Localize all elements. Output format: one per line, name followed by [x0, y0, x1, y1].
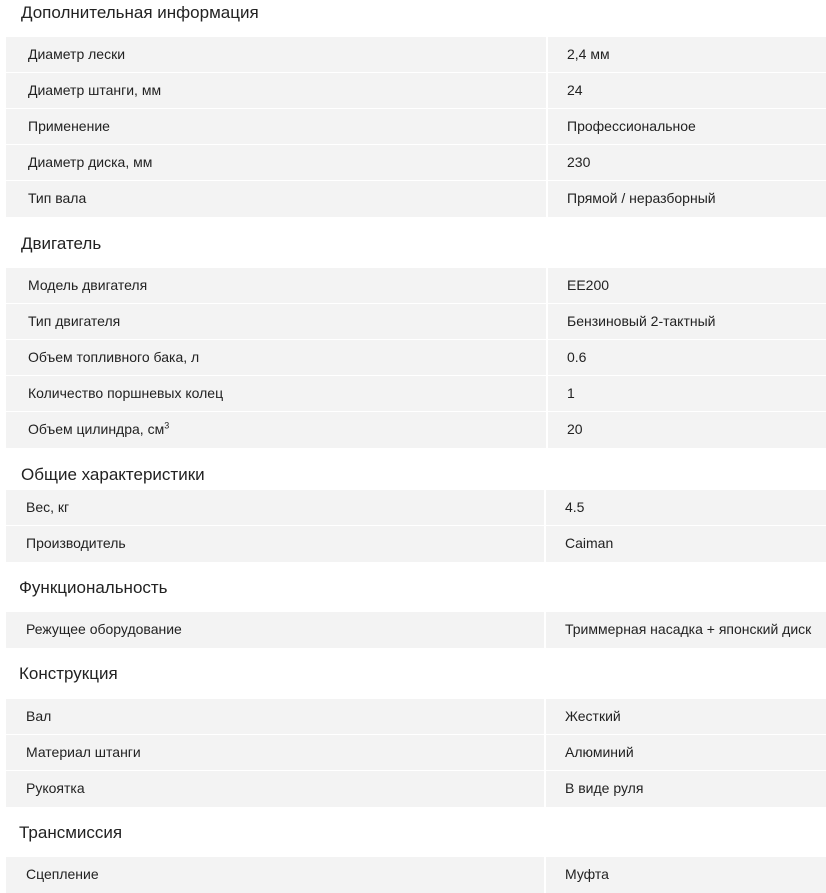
row-label: Материал штанги: [26, 744, 141, 760]
row-value: Прямой / неразборный: [567, 190, 716, 206]
table-row: [6, 145, 826, 181]
table-row: [6, 771, 826, 807]
row-label: Диаметр диска, мм: [28, 154, 153, 170]
section-title: Общие характеристики: [21, 465, 205, 484]
table-row: [6, 340, 826, 376]
section-title: Функциональность: [19, 578, 168, 597]
row-label: Тип вала: [28, 190, 87, 206]
spec-table: [6, 268, 826, 448]
row-value: Профессиональное: [567, 118, 696, 134]
row-label: Диаметр штанги, мм: [28, 82, 162, 98]
row-label: Рукоятка: [26, 780, 85, 796]
row-value: Муфта: [565, 866, 609, 882]
row-value: Триммерная насадка + японский диск: [565, 621, 812, 637]
row-value: В виде руля: [565, 780, 644, 796]
row-label-text: Объем цилиндра, см: [28, 421, 165, 437]
row-value: 1: [567, 385, 575, 401]
row-label: Режущее оборудование: [26, 621, 182, 637]
row-value: EE200: [567, 277, 610, 293]
row-label: Применение: [28, 118, 110, 134]
table-row: [6, 526, 826, 562]
table-row: [6, 181, 826, 217]
row-label: [28, 412, 169, 447]
row-value: 2,4 мм: [567, 46, 610, 62]
spec-table: [6, 699, 826, 807]
spec-table: [6, 37, 826, 217]
row-value: 20: [567, 421, 583, 437]
row-label: Диаметр лески: [28, 46, 126, 62]
table-row: [6, 376, 826, 412]
row-label: Вал: [26, 708, 52, 724]
row-label: Объем топливного бака, л: [28, 349, 200, 365]
row-value: 4.5: [565, 499, 585, 515]
spec-table: [6, 612, 826, 648]
row-label: Сцепление: [26, 866, 99, 882]
table-row: [6, 37, 826, 73]
row-value: 24: [567, 82, 583, 98]
row-value: Жесткий: [565, 708, 621, 724]
table-row: [6, 412, 826, 448]
table-row: [6, 73, 826, 109]
section-title: Двигатель: [21, 234, 102, 253]
table-row: [6, 699, 826, 735]
spec-table: [6, 490, 826, 562]
row-label: Модель двигателя: [28, 277, 148, 293]
table-row: [6, 735, 826, 771]
table-row: [6, 612, 826, 648]
section-title: Конструкция: [19, 664, 118, 683]
table-row: [6, 109, 826, 145]
table-row: [6, 268, 826, 304]
row-value: Алюминий: [565, 744, 634, 760]
section-title: Дополнительная информация: [21, 3, 259, 22]
row-value: Бензиновый 2-тактный: [567, 313, 716, 329]
row-label: Производитель: [26, 535, 126, 551]
row-label: Тип двигателя: [28, 313, 121, 329]
superscript: 3: [164, 420, 170, 431]
row-label: Количество поршневых колец: [28, 385, 224, 401]
table-row: [6, 304, 826, 340]
row-value: 0.6: [567, 349, 587, 365]
section-title: Трансмиссия: [19, 823, 123, 842]
row-value: Caiman: [565, 535, 614, 551]
row-value: 230: [567, 154, 591, 170]
table-row: [6, 490, 826, 526]
table-row: [6, 857, 826, 893]
row-label: Вес, кг: [26, 499, 70, 515]
spec-table: [6, 857, 826, 893]
